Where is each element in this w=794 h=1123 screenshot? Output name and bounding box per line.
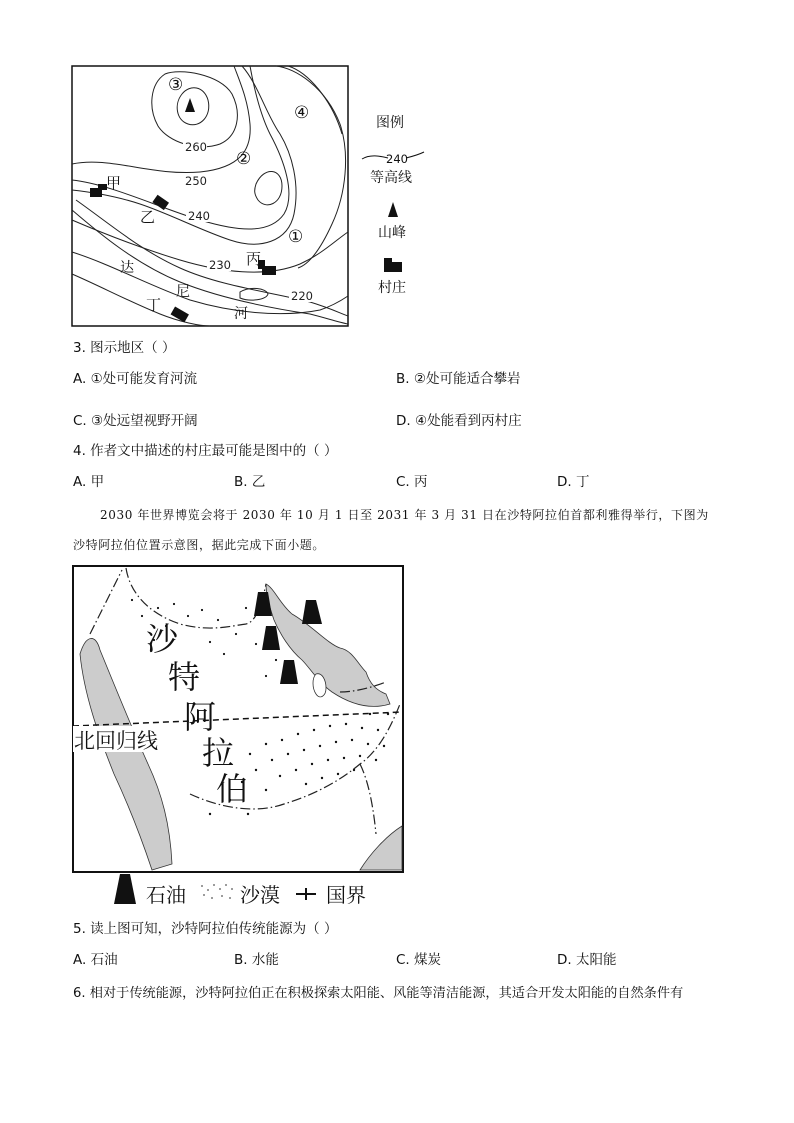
river-char-he: 河 bbox=[234, 306, 248, 322]
legend-village-icon-roof bbox=[384, 258, 392, 264]
country-char-4: 拉 bbox=[202, 734, 235, 772]
legend-border-label: 国界 bbox=[326, 883, 366, 907]
contour-label-230: 230 bbox=[209, 258, 231, 272]
village-label-jia: 甲 bbox=[106, 174, 122, 192]
legend-peak-icon bbox=[388, 202, 398, 217]
question-3-option-c[interactable]: C. ③处远望视野开阔 bbox=[73, 413, 198, 429]
question-5-stem: 5. 读上图可知，沙特阿拉伯传统能源为（ ） bbox=[73, 921, 338, 937]
legend-border-icon bbox=[296, 888, 316, 900]
question-5-option-b[interactable]: B. 水能 bbox=[234, 952, 279, 968]
legend-village-label: 村庄 bbox=[378, 280, 406, 296]
tropic-label: 北回归线 bbox=[74, 729, 158, 753]
question-3-option-d[interactable]: D. ④处能看到丙村庄 bbox=[396, 413, 522, 429]
question-4-option-d[interactable]: D. 丁 bbox=[557, 474, 590, 490]
legend-desert-icon bbox=[201, 884, 233, 899]
legend-peak-label: 山峰 bbox=[378, 225, 406, 241]
question-3-stem: 3. 图示地区（ ） bbox=[73, 340, 176, 356]
point-3-label: ③ bbox=[168, 75, 184, 95]
point-1-label: ① bbox=[288, 227, 304, 247]
river-char-da: 达 bbox=[120, 260, 134, 276]
country-char-1: 沙 bbox=[146, 620, 179, 658]
legend-desert-label: 沙漠 bbox=[240, 883, 280, 907]
question-4-stem: 4. 作者文中描述的村庄最可能是图中的（ ） bbox=[73, 443, 338, 459]
question-5-option-c[interactable]: C. 煤炭 bbox=[396, 952, 442, 968]
legend-title: 图例 bbox=[376, 115, 404, 131]
question-4-option-b[interactable]: B. 乙 bbox=[234, 474, 266, 490]
legend-contour-value: 240 bbox=[386, 152, 408, 166]
point-2-label: ② bbox=[236, 149, 252, 169]
legend-oil-icon bbox=[114, 874, 136, 904]
contour-label-240: 240 bbox=[188, 209, 210, 223]
question-3-option-b[interactable]: B. ②处可能适合攀岩 bbox=[396, 371, 521, 387]
intro-line-1: 2030 年世界博览会将于 2030 年 10 月 1 日至 2031 年 3 月 31 日在沙特阿拉伯首都利雅得举行，下图为 bbox=[100, 508, 709, 522]
river-char-ni: 尼 bbox=[176, 284, 190, 300]
contour-label-260: 260 bbox=[185, 140, 207, 154]
question-5-option-a[interactable]: A. 石油 bbox=[73, 952, 118, 968]
village-label-ding: 丁 bbox=[146, 296, 162, 314]
legend-oil-label: 石油 bbox=[146, 883, 186, 907]
country-char-3: 阿 bbox=[184, 698, 217, 736]
contour-label-250: 250 bbox=[185, 174, 207, 188]
question-5-option-d[interactable]: D. 太阳能 bbox=[557, 952, 617, 968]
point-4-label: ④ bbox=[294, 103, 310, 123]
question-4-option-c[interactable]: C. 丙 bbox=[396, 474, 428, 490]
contour-label-220: 220 bbox=[291, 289, 313, 303]
village-label-bing: 丙 bbox=[246, 250, 262, 268]
question-4-option-a[interactable]: A. 甲 bbox=[73, 474, 105, 490]
country-char-2: 特 bbox=[168, 658, 201, 696]
saudi-map bbox=[70, 564, 410, 910]
question-3-option-a[interactable]: A. ①处可能发育河流 bbox=[73, 371, 198, 387]
question-6-stem: 6. 相对于传统能源，沙特阿拉伯正在积极探索太阳能、风能等清洁能源，其适合开发太阳能的自然条件有 bbox=[73, 986, 684, 1001]
intro-line-2: 沙特阿拉伯位置示意图，据此完成下面小题。 bbox=[73, 538, 326, 552]
contour-map bbox=[70, 64, 430, 330]
country-char-5: 伯 bbox=[216, 770, 249, 808]
village-label-yi: 乙 bbox=[140, 208, 156, 226]
legend-contour-label: 等高线 bbox=[370, 170, 412, 186]
